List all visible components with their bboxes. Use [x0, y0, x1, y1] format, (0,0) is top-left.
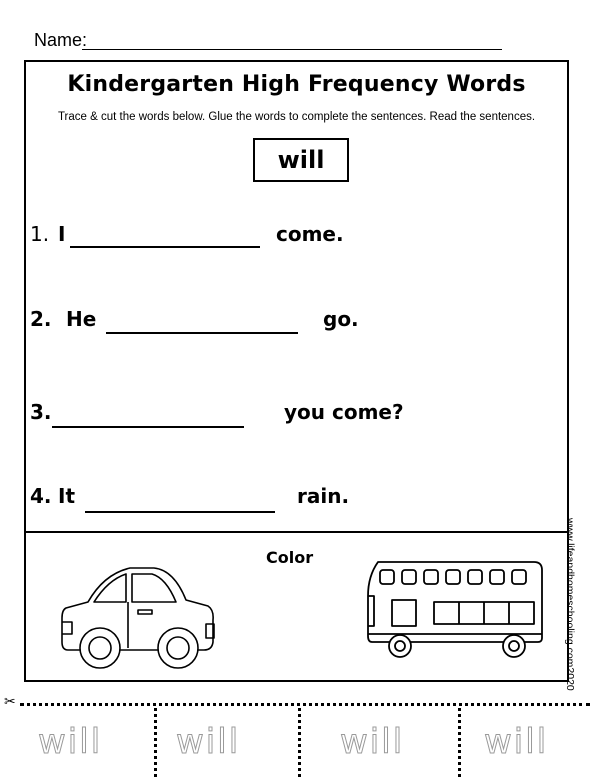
trace-word: will [176, 722, 241, 762]
cut-line [458, 708, 461, 777]
answer-blank[interactable] [52, 426, 244, 428]
sentence-start: I [58, 222, 66, 246]
name-field [34, 30, 504, 54]
answer-blank[interactable] [85, 511, 275, 513]
sentence-number: 3. [30, 400, 52, 424]
sentence-end: go. [323, 307, 359, 331]
sentence-end: come. [276, 222, 344, 246]
sentence-start: He [66, 307, 97, 331]
bus-drawing [364, 556, 549, 661]
trace-word: will [484, 722, 549, 762]
color-label: Color [266, 548, 314, 567]
trace-word: will [340, 722, 405, 762]
trace-word: will [38, 722, 103, 762]
instructions: Trace & cut the words below. Glue the words to complete the sentences. Read the sentences. [57, 111, 536, 123]
website-credit: www.lifeandhomeschooling.com2020 [564, 518, 576, 691]
name-label: Name: [34, 30, 88, 50]
answer-blank[interactable] [70, 246, 260, 248]
sentence-number: 1. [30, 222, 50, 246]
cut-line [154, 708, 157, 777]
scissors-icon: ✂ [4, 694, 16, 710]
section-divider [24, 531, 569, 533]
cut-line [298, 708, 301, 777]
sentence-end: rain. [297, 484, 350, 508]
cut-line [20, 703, 590, 706]
target-word-box: will [253, 138, 349, 182]
name-line[interactable] [82, 49, 502, 50]
car-drawing [58, 560, 220, 672]
answer-blank[interactable] [106, 332, 298, 334]
worksheet-title: Kindergarten High Frequency Words [67, 72, 526, 97]
sentence-end: you come? [284, 400, 404, 424]
sentence-number: 2. [30, 307, 52, 331]
sentence-number: 4. [30, 484, 52, 508]
sentence-start: It [58, 484, 76, 508]
